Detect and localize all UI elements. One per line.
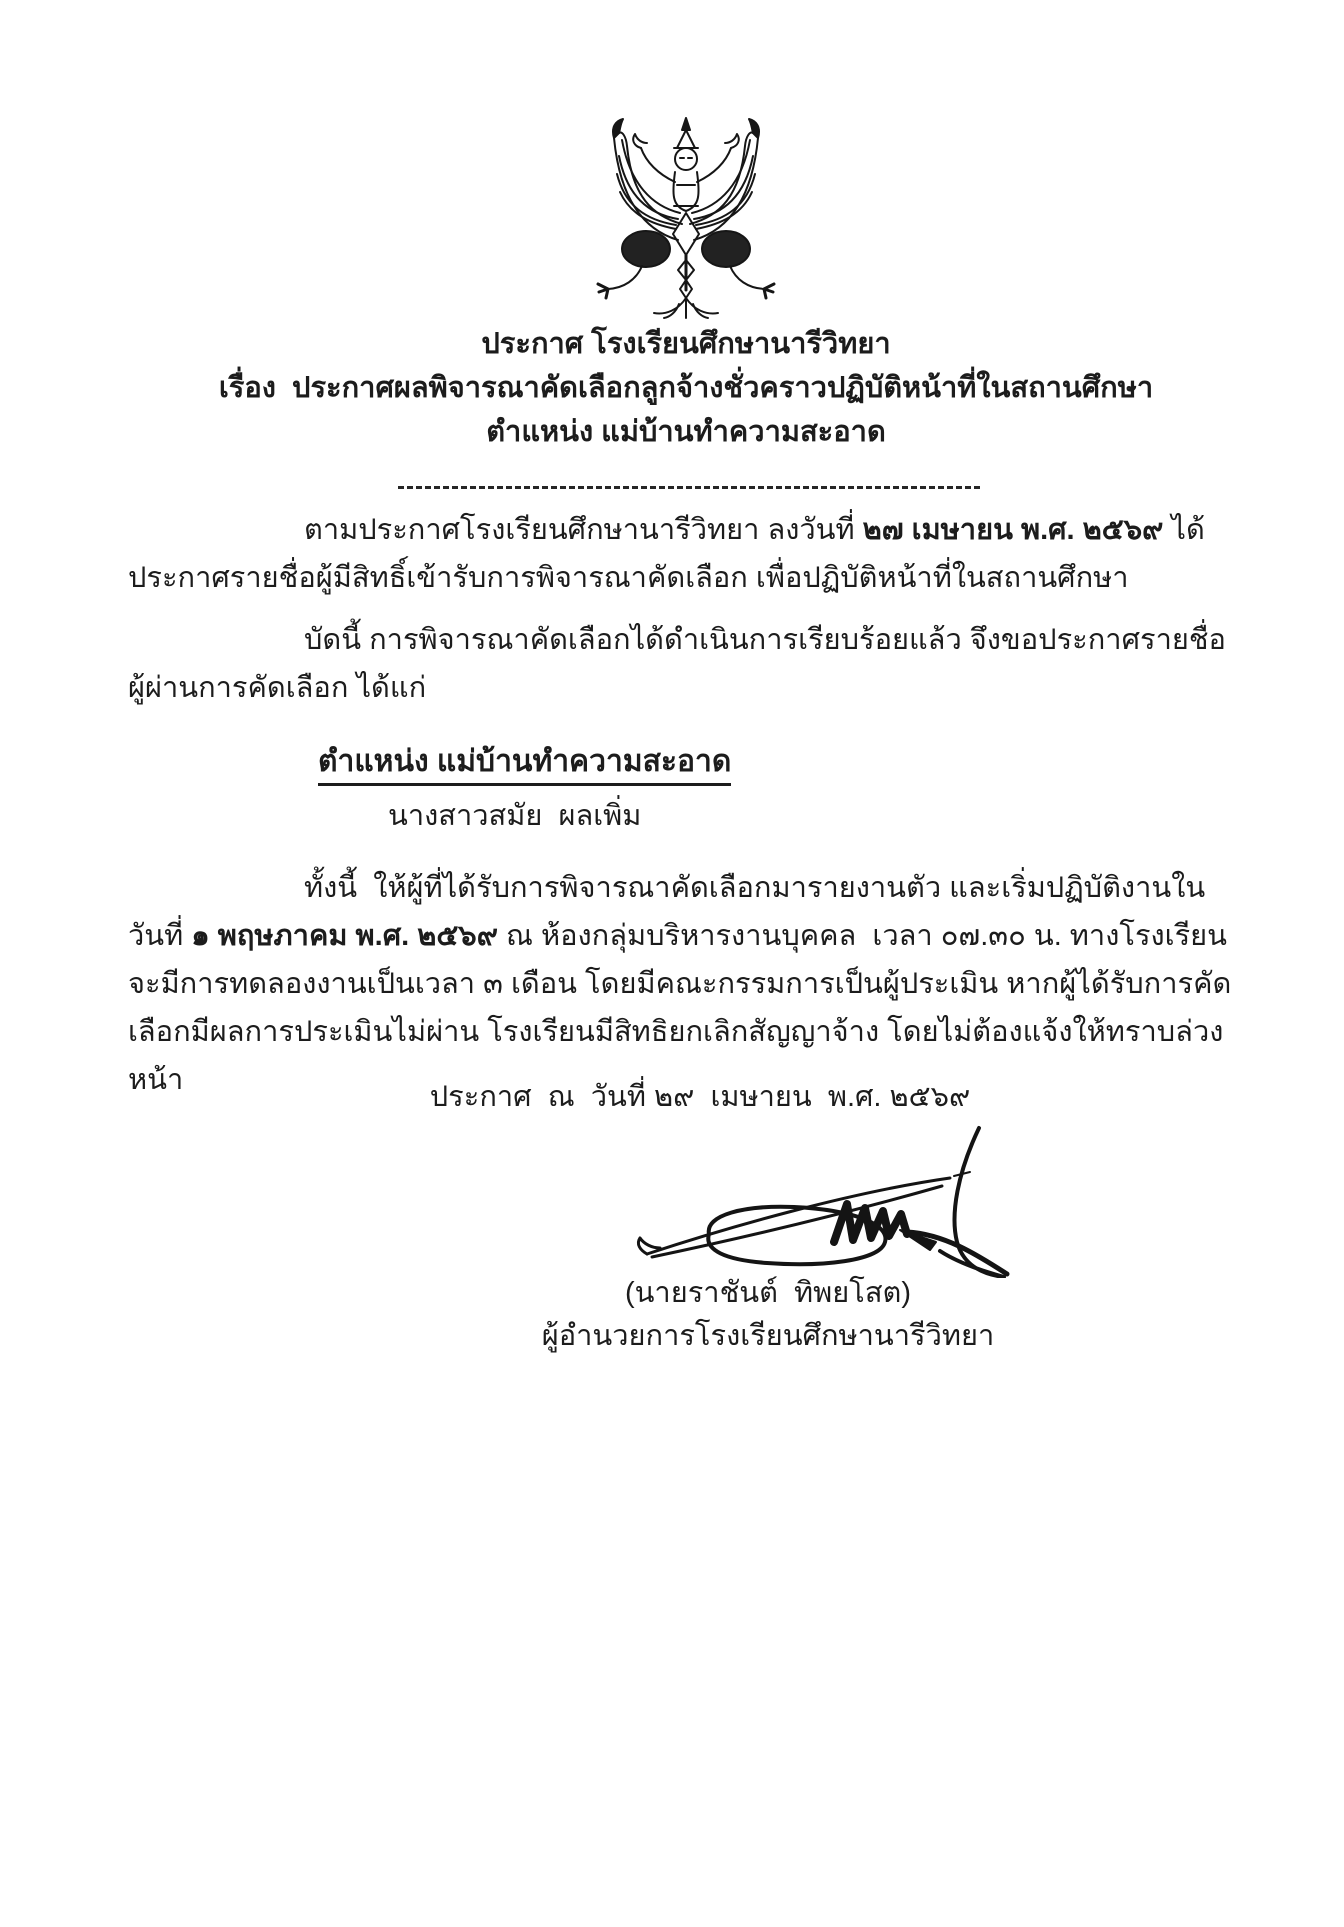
reference-paragraph-text-post: ได้ประกาศรายชื่อผู้มีสิทธิ์เข้ารับการพิจารณาคัดเลือก เพื่อปฏิบัติหน้าที่ในสถานศึกษา xyxy=(128,514,1205,594)
title-block xyxy=(0,322,1344,454)
director-signature-scribble xyxy=(552,1114,1030,1278)
selected-person-name: นางสาวสมัย ผลเพิ่ม xyxy=(388,800,642,832)
reference-date: ๒๗ เมษายน พ.ศ. ๒๕๖๙ xyxy=(862,514,1164,546)
garuda-emblem-icon xyxy=(586,112,786,326)
position-heading: ตำแหน่ง แม่บ้านทำความสะอาด xyxy=(318,742,731,786)
announcement-org-line: ประกาศ โรงเรียนศึกษานารีวิทยา xyxy=(481,328,891,360)
instructions-paragraph xyxy=(128,864,1236,1104)
signer-name: (นายราชันต์ ทิพยโสต) xyxy=(624,1277,912,1309)
result-paragraph: บัดนี้ การพิจารณาคัดเลือกได้ดำเนินการเรียบร้อยแล้ว จึงขอประกาศรายชื่อผู้ผ่านการคัดเลือก ได้แก่ xyxy=(128,624,1226,704)
dashed-divider xyxy=(398,486,980,489)
position-title-line: ตำแหน่ง แม่บ้านทำความสะอาด xyxy=(486,416,886,448)
reference-paragraph-text-pre: ตามประกาศโรงเรียนศึกษานารีวิทยา ลงวันที่ xyxy=(304,514,863,546)
reference-paragraph xyxy=(128,506,1236,602)
instructions-text-pre: ทั้งนี้ ให้ผู้ที่ได้รับการพิจารณาคัดเลือกมารายงานตัว และเริ่มปฏิบัติงานในวันที่ xyxy=(128,872,1206,952)
signer-title: ผู้อำนวยการโรงเรียนศึกษานารีวิทยา xyxy=(541,1320,995,1352)
instructions-text-post: ณ ห้องกลุ่มบริหารงานบุคคล เวลา ๐๗.๓๐ น. ทางโรงเรียนจะมีการทดลองงานเป็นเวลา ๓ เดือน โดยมีคณะกรรมการเป็นผู้ประเมิน หากผู้ได้รับการคัดเลือกมีผลการประเมินไม่ผ่าน โรงเรียนมีสิทธิยกเลิกสัญญาจ้าง โดยไม่ต้องแจ้งให้ทราบล่วงหน้า xyxy=(128,920,1232,1096)
issued-date-line: ประกาศ ณ วันที่ ๒๙ เมษายน พ.ศ. ๒๕๖๙ xyxy=(429,1081,971,1113)
report-date: ๑ พฤษภาคม พ.ศ. ๒๕๖๙ xyxy=(191,920,498,952)
subject-line: เรื่อง ประกาศผลพิจารณาคัดเลือกลูกจ้างชั่วคราวปฏิบัติหน้าที่ในสถานศึกษา xyxy=(218,372,1154,404)
